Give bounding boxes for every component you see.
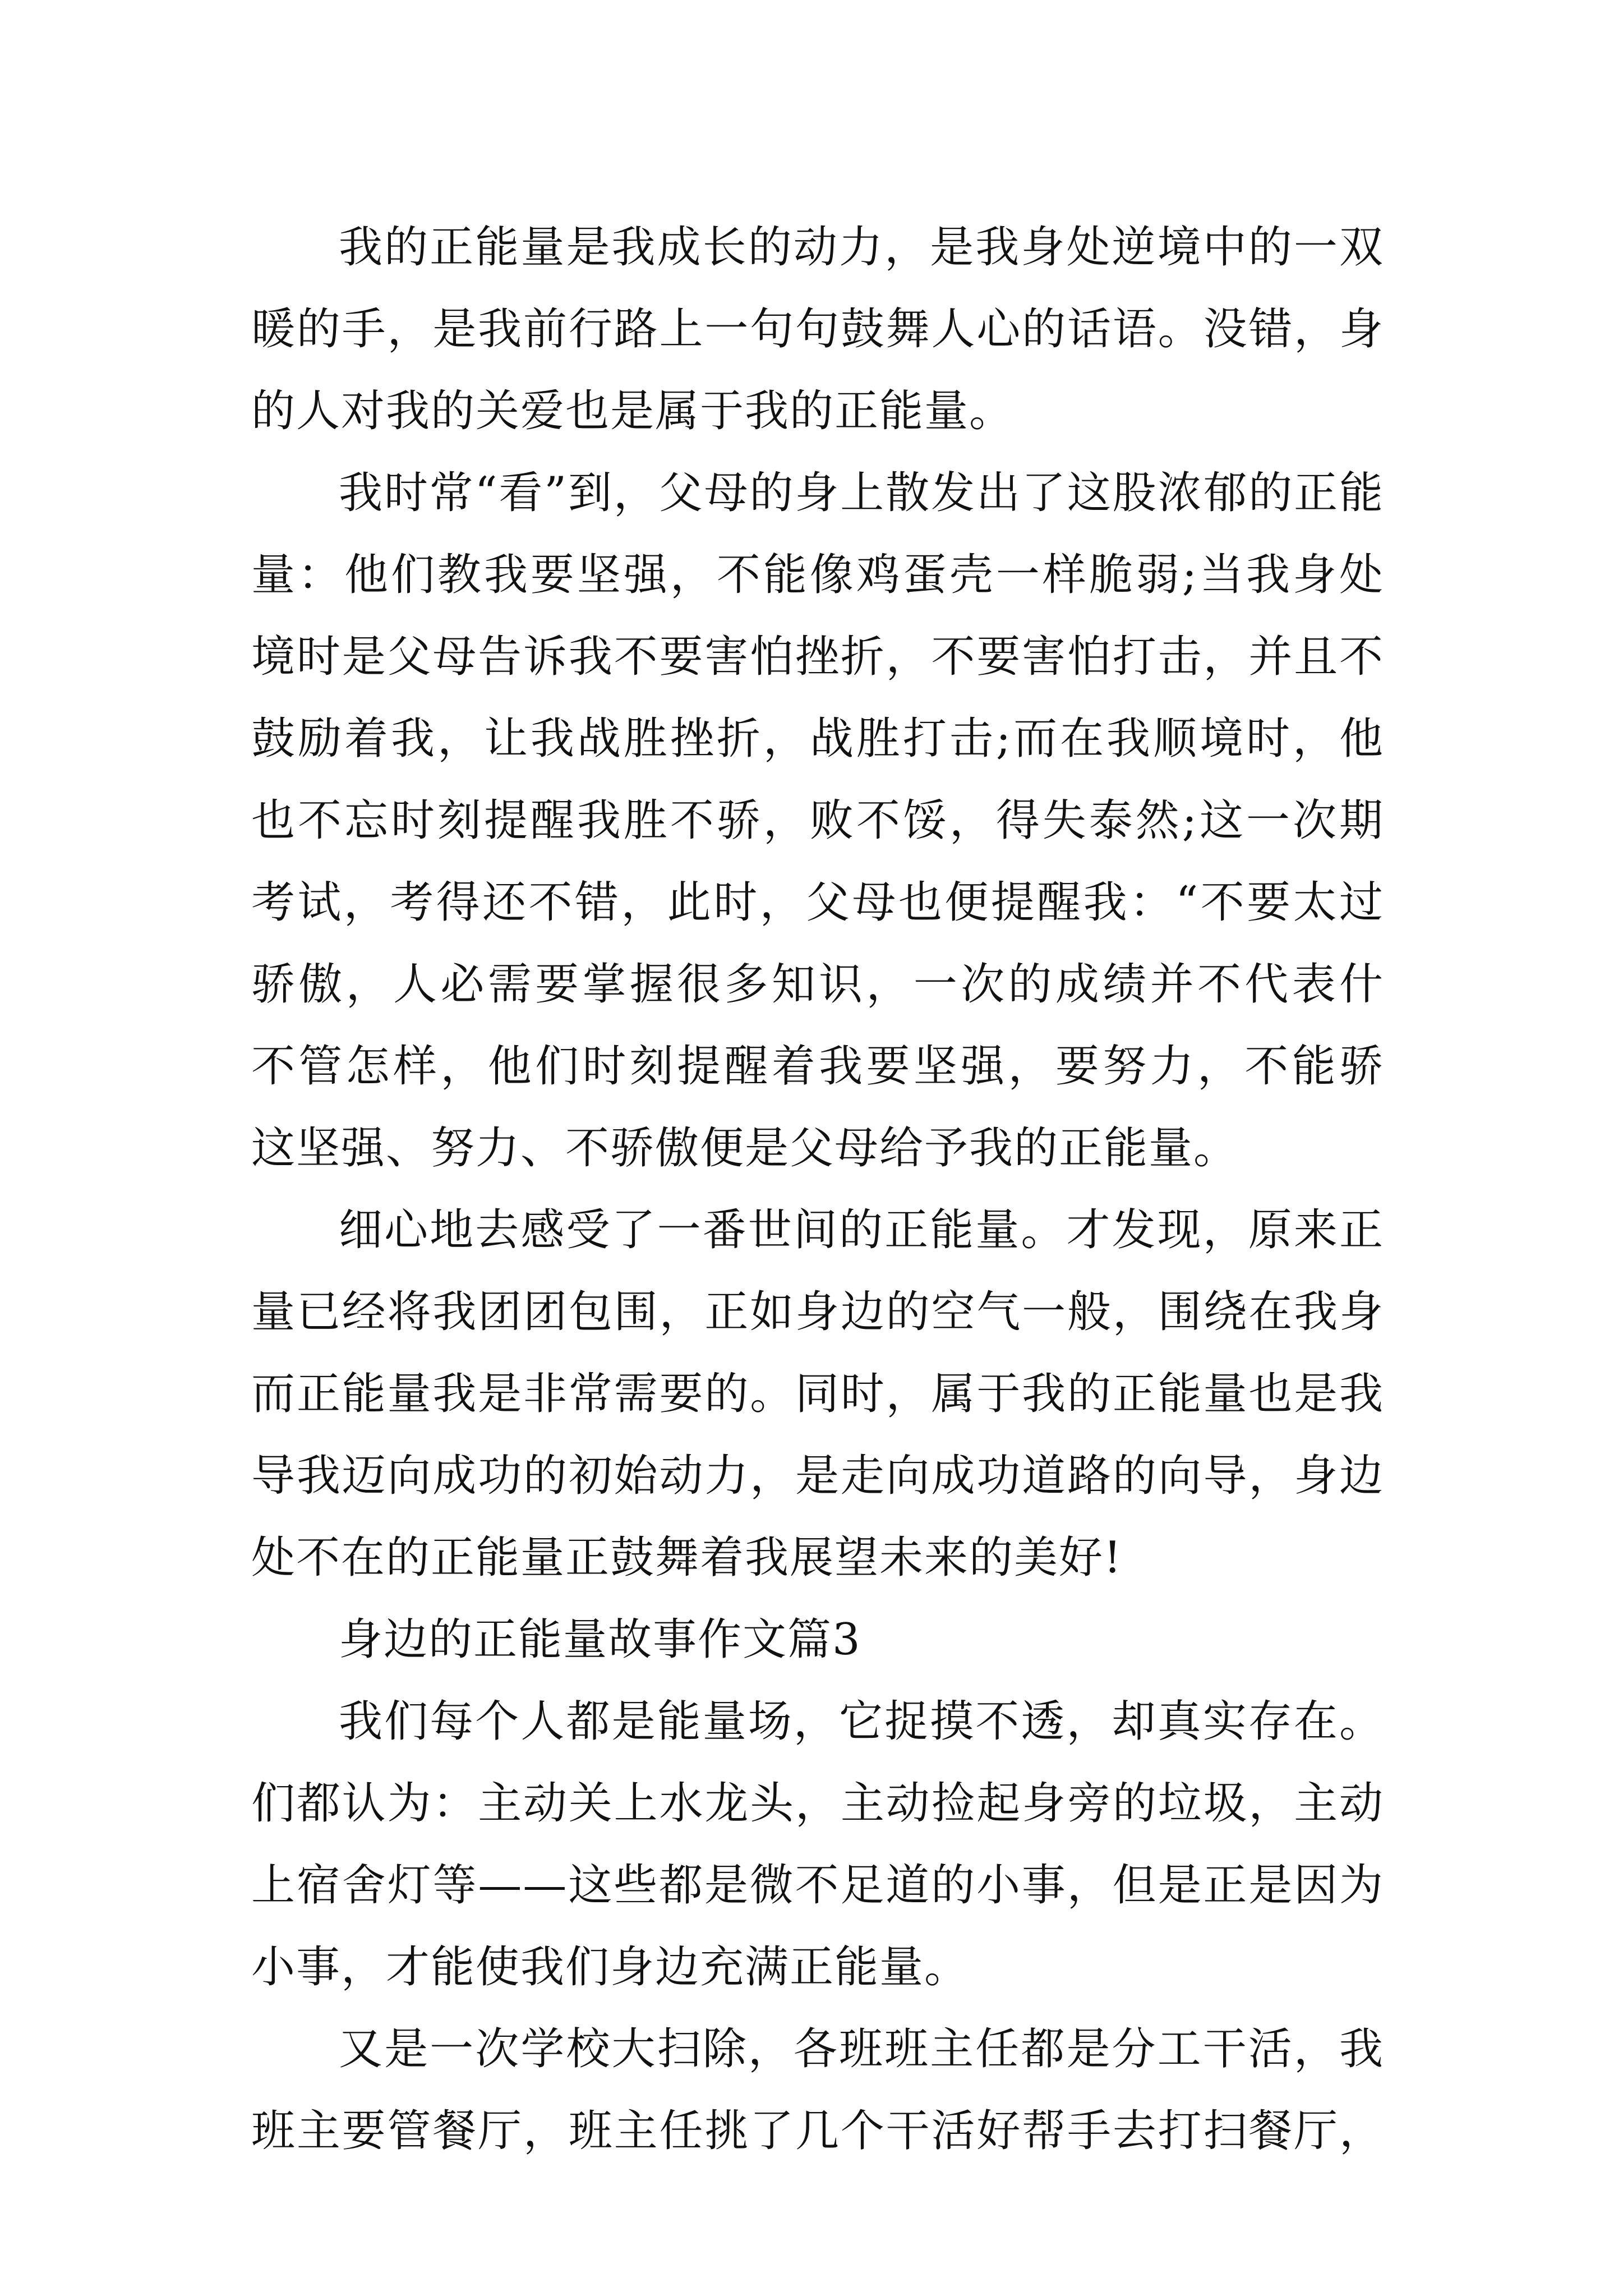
- paragraph: [251, 1681, 1384, 2008]
- text-line: 鼓励着我，让我战胜挫折，战胜打击;而在我顺境时，他: [251, 714, 1384, 764]
- text-line: 量：他们教我要坚强，不能像鸡蛋壳一样脆弱;当我身处: [251, 550, 1384, 600]
- text-line: 而正能量我是非常需要的。同时，属于我的正能量也是我: [251, 1369, 1384, 1419]
- text-line: 处不在的正能量正鼓舞着我展望未来的美好!: [251, 1533, 1123, 1583]
- text-line: 细心地去感受了一番世间的正能量。才发现，原来正: [339, 1205, 1384, 1255]
- text-line: 导我迈向成功的初始动力，是走向成功道路的向导，身边: [251, 1451, 1384, 1501]
- text-line: 小事，才能使我们身边充满正能量。: [251, 1942, 970, 1993]
- section-heading: [251, 1599, 1384, 1681]
- text-line: 也不忘时刻提醒我胜不骄，败不馁，得失泰然;这一次期: [251, 795, 1384, 846]
- text-line: 又是一次学校大扫除，各班班主任都是分工干活，我: [339, 2024, 1384, 2074]
- document-body: [251, 206, 1384, 2172]
- text-line: 不管怎样，他们时刻提醒着我要坚强，要努力，不能骄: [251, 1041, 1384, 1092]
- text-line: 我的正能量是我成长的动力，是我身处逆境中的一双: [339, 222, 1384, 273]
- text-line: 暖的手，是我前行路上一句句鼓舞人心的话语。没错，身: [251, 304, 1384, 355]
- text-line: 我时常“看”到，父母的身上散发出了这股浓郁的正能: [339, 468, 1384, 518]
- text-line: 骄傲，人必需要掌握很多知识，一次的成绩并不代表什: [251, 959, 1384, 1010]
- text-line: 这坚强、努力、不骄傲便是父母给予我的正能量。: [251, 1123, 1239, 1174]
- text-line: 我们每个人都是能量场，它捉摸不透，却真实存在。: [339, 1696, 1384, 1747]
- paragraph: [251, 1189, 1384, 1599]
- paragraph: [251, 2008, 1384, 2172]
- text-line: 上宿舍灯等——这些都是微不足道的小事，但是正是因为: [251, 1860, 1384, 1911]
- paragraph: [251, 452, 1384, 1189]
- text-line: 班主要管餐厅，班主任挑了几个干活好帮手去打扫餐厅，: [251, 2106, 1384, 2156]
- text-line: 境时是父母告诉我不要害怕挫折，不要害怕打击，并且不: [251, 632, 1384, 682]
- text-line: 们都认为：主动关上水龙头，主动捡起身旁的垃圾，主动: [251, 1778, 1384, 1829]
- text-line: 的人对我的关爱也是属于我的正能量。: [251, 386, 1015, 436]
- text-line: 量已经将我团团包围，正如身边的空气一般，围绕在我身: [251, 1287, 1384, 1337]
- text-line: 考试，考得还不错，此时，父母也便提醒我：“不要太过: [251, 877, 1384, 928]
- heading-line: 身边的正能量故事作文篇3: [339, 1614, 861, 1665]
- paragraph: [251, 206, 1384, 452]
